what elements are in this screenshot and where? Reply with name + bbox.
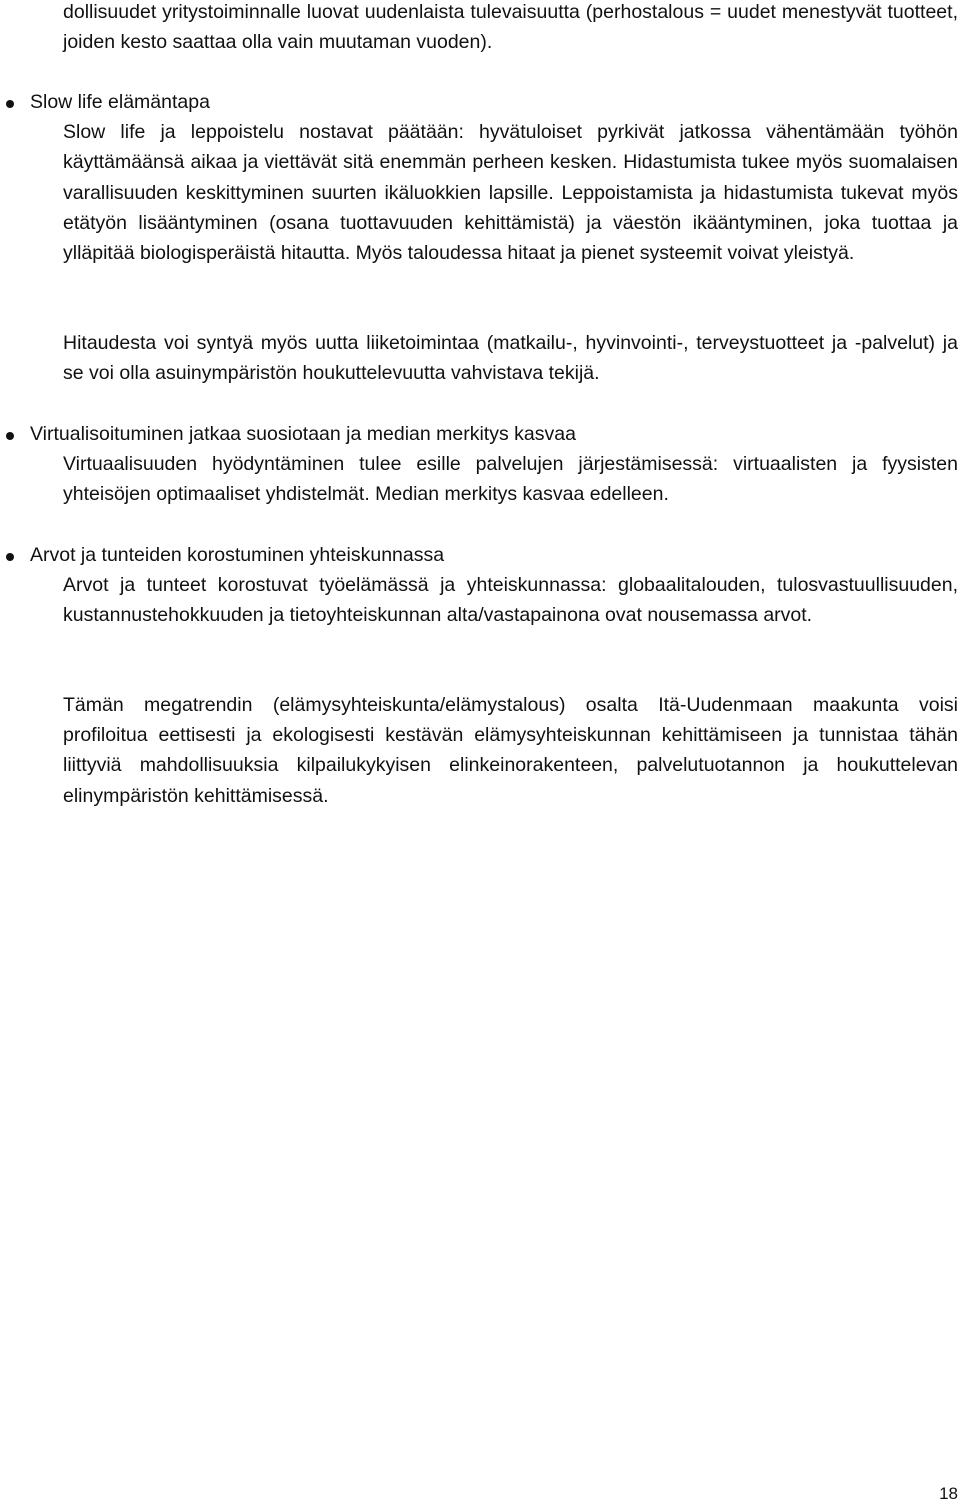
bullet-item-body: Virtuaalisuuden hyödyntäminen tulee esille palvelujen järjestämisessä: virtuaalisten ja fyysisten yhteisöjen optimaaliset yhdistelmät. Median merkitys kasvaa edelleen. [63, 453, 958, 506]
hitaudesta-paragraph: Hitaudesta voi syntyä myös uutta liiketoimintaa (matkailu-, hyvinvointi-, terveystuotteet ja -palvelut) ja se voi olla asuinympäristön houkuttelevuutta vahvistava tekijä. [63, 332, 958, 385]
bullet-item-body: Arvot ja tunteet korostuvat työelämässä ja yhteiskunnassa: globaalitalouden, tulosvastuullisuuden, kustannustehokkuuden ja tietoyhteiskunnan alta/vastapainona ovat nousemassa arvot. [63, 574, 958, 627]
bullet-icon [6, 100, 14, 108]
bullet-item-body: Slow life ja leppoistelu nostavat päätään: hyvätuloiset pyrkivät jatkossa vähentämään työhön käyttämäänsä aikaa ja viettävät sitä enemmän perheen kesken. Hidastumista tukee myös suomalaisen varallisuuden keskittyminen suurten ikäluokkien lapsille. Leppoistamista ja hidastumista tukevat myös etätyön lisääntyminen (osana tuottavuuden kehittämistä) ja väestön ikääntyminen, joka tuottaa ja ylläpitää biologisperäistä hitautta. Myös taloudessa hitaat ja pienet systeemit voivat yleistyä. [63, 121, 958, 264]
bullet-item-title: Slow life elämäntapa [30, 91, 210, 113]
page-number: 18 [939, 1484, 958, 1503]
bullet-icon [6, 553, 14, 561]
conclusion-paragraph: Tämän megatrendin (elämysyhteiskunta/elämystalous) osalta Itä-Uudenmaan maakunta voisi profiloitua eettisesti ja ekologisesti kestävän elämysyhteiskunnan kehittämiseen ja tunnistaa tähän liittyviä mahdollisuuksia kilpailukykyisen elinkeinorakenteen, palvelutuotannon ja houkuttelevan elinympäristön kehittämisessä. [63, 694, 958, 807]
bullet-item-title: Virtualisoituminen jatkaa suosiotaan ja median merkitys kasvaa [30, 423, 576, 445]
bullet-icon [6, 432, 14, 440]
intro-paragraph: dollisuudet yritystoiminnalle luovat uudenlaista tulevaisuutta (perhostalous = uudet menestyvät tuotteet, joiden kesto saattaa olla vain muutaman vuoden). [63, 1, 958, 54]
bullet-item-title: Arvot ja tunteiden korostuminen yhteiskunnassa [30, 544, 445, 566]
